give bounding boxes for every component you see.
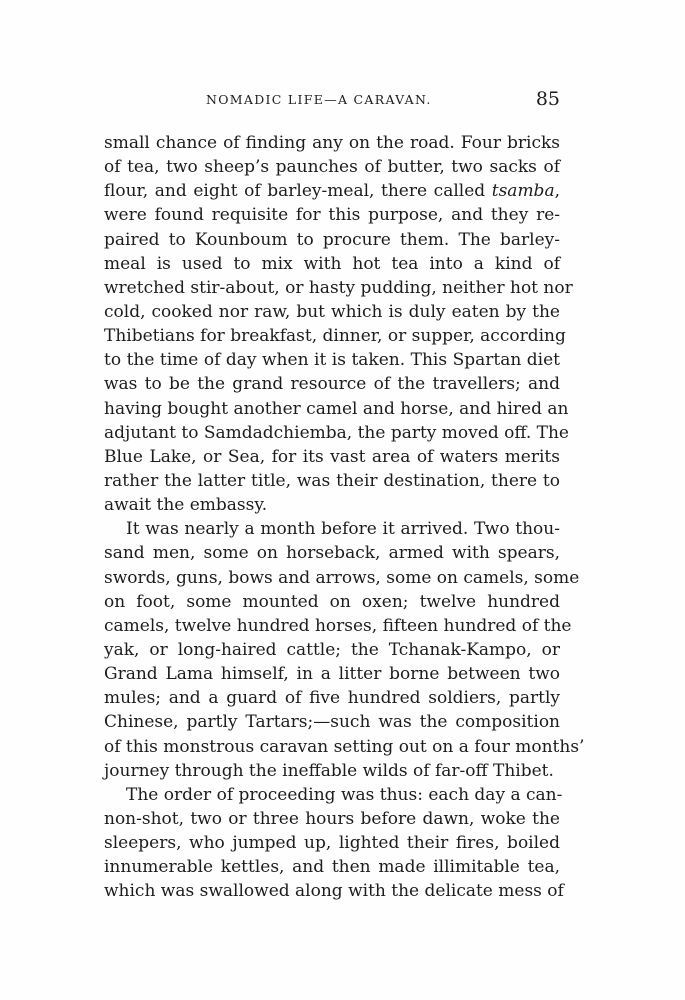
text-line: journey through the ineffable wilds of far-off Thibet.	[104, 760, 554, 781]
italic-term: tsamba	[491, 181, 555, 202]
text-line: was to be the grand resource of the travellers; and	[104, 374, 560, 395]
text-line: camels, twelve hundred horses, fifteen hundred of the	[104, 615, 572, 636]
text-line: mules; and a guard of five hundred soldiers, partly	[104, 688, 560, 709]
text-line: It was nearly a month before it arrived. Two thou-	[126, 519, 560, 540]
body-text	[104, 131, 585, 904]
text-line: swords, guns, bows and arrows, some on camels, some	[104, 567, 580, 588]
text-line: The order of proceeding was thus: each day a can-	[126, 784, 563, 805]
text-line: of tea, two sheep’s paunches of butter, two sacks of	[104, 157, 560, 178]
text-line: adjutant to Samdadchiemba, the party moved off. The	[104, 422, 569, 443]
text-line: await the embassy.	[104, 495, 268, 516]
text-line: small chance of finding any on the road. Four bricks	[104, 133, 560, 153]
text-line: Grand Lama himself, in a litter borne between two	[104, 664, 560, 685]
text-line: Blue Lake, or Sea, for its vast area of waters merits	[104, 446, 560, 467]
text-line: sand men, some on horseback, armed with spears,	[104, 543, 560, 564]
text-line: yak, or long-haired cattle; the Tchanak-Kampo, or	[104, 639, 560, 660]
text-line: Chinese, partly Tartars;—such was the composition	[104, 712, 560, 733]
text-line: non-shot, two or three hours before dawn, woke the	[104, 808, 560, 829]
text-line: paired to Kounboum to procure them. The barley-	[104, 229, 560, 250]
text-line: sleepers, who jumped up, lighted their fires, boiled	[104, 833, 560, 854]
running-title: NOMADIC LIFE—A CARAVAN.	[206, 92, 432, 107]
text-line: wretched stir-about, or hasty pudding, neither hot nor	[104, 277, 573, 298]
text-line: to the time of day when it is taken. This Spartan diet	[104, 350, 560, 371]
page-number: 85	[535, 88, 560, 110]
text-line: rather the latter title, was their destination, there to	[104, 470, 560, 491]
text-line: having bought another camel and horse, and hired an	[104, 398, 569, 419]
text-line: meal is used to mix with hot tea into a kind of	[104, 253, 560, 274]
text-line: innumerable kettles, and then made illimitable tea,	[104, 857, 560, 878]
text-line: cold, cooked nor raw, but which is duly eaten by the	[104, 301, 560, 322]
text-line: which was swallowed along with the delicate mess of	[104, 881, 564, 902]
running-head	[104, 88, 560, 114]
text-line: were found requisite for this purpose, and they re-	[104, 205, 560, 226]
text-line: Thibetians for breakfast, dinner, or supper, according	[104, 326, 566, 347]
text-line: of this monstrous caravan setting out on a four months’	[104, 736, 585, 757]
text-line: flour, and eight of barley-meal, there called tsamba,	[104, 181, 560, 202]
text-line: on foot, some mounted on oxen; twelve hundred	[104, 591, 560, 612]
